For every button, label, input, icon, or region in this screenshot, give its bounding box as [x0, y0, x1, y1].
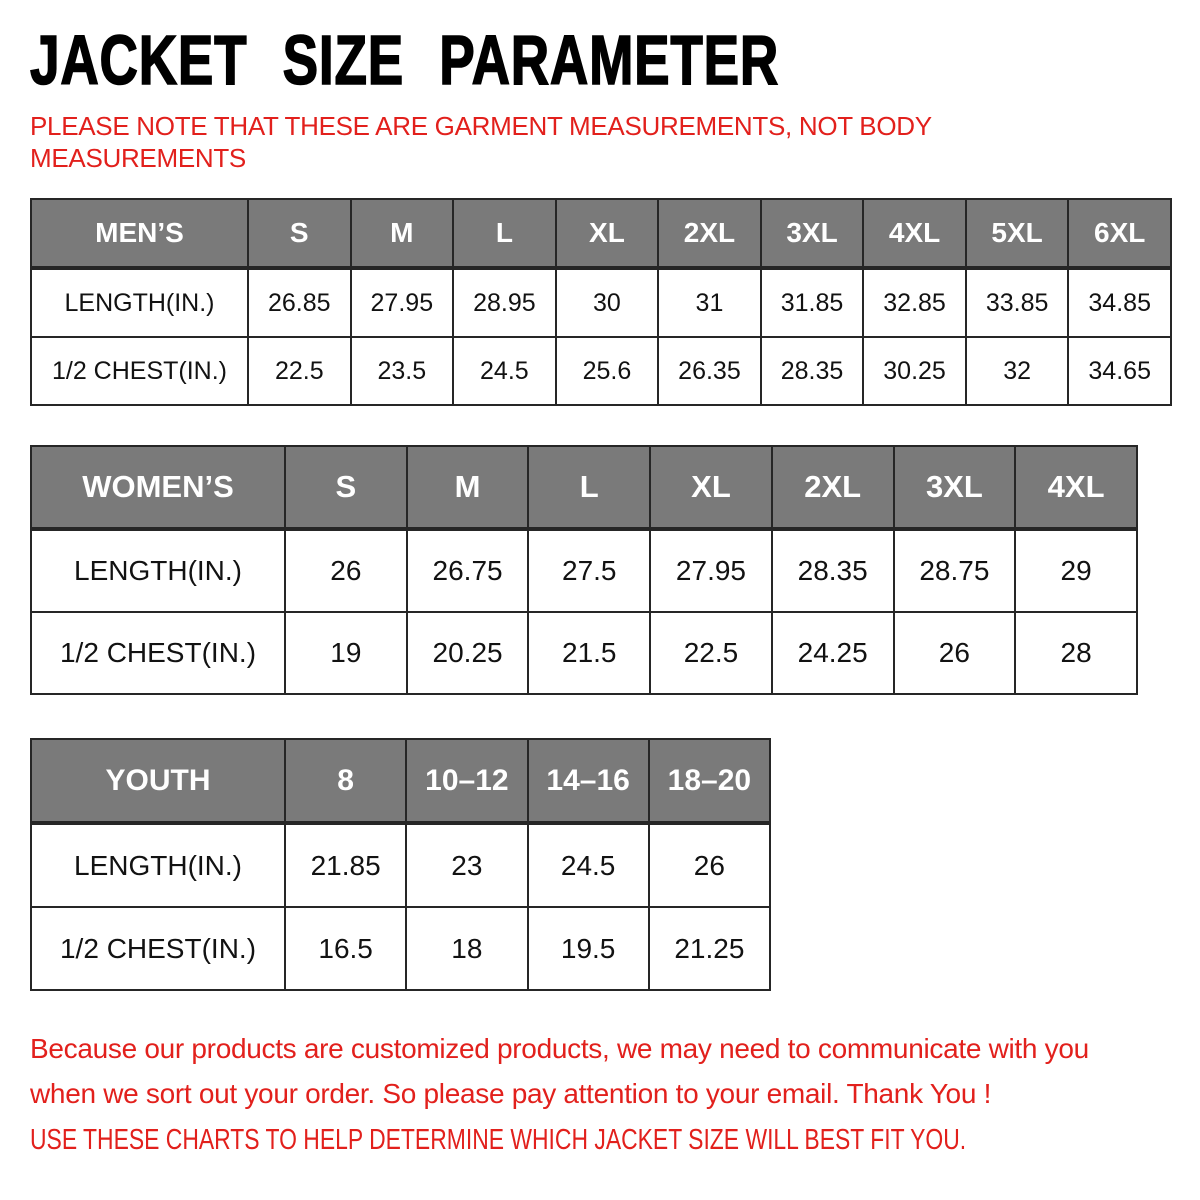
custom-order-note-line-2: when we sort out your order. So please pay attention to your email. Thank You !	[30, 1078, 992, 1109]
page-title: JACKET SIZE PARAMETER	[30, 21, 780, 99]
value-cell: 28.75	[894, 529, 1016, 612]
value-cell: 26.35	[658, 337, 761, 405]
value-cell: 29	[1015, 529, 1137, 612]
value-cell: 19	[285, 612, 407, 694]
size-header-cell: M	[351, 199, 454, 268]
value-cell: 34.65	[1068, 337, 1171, 405]
value-cell: 26	[894, 612, 1016, 694]
size-header-cell: 18–20	[649, 739, 770, 823]
size-header-cell: 10–12	[406, 739, 527, 823]
value-cell: 26	[649, 823, 770, 907]
value-cell: 18	[406, 907, 527, 990]
value-cell: 24.25	[772, 612, 894, 694]
size-header-cell: 6XL	[1068, 199, 1171, 268]
value-cell: 21.5	[528, 612, 650, 694]
size-header-cell: 8	[285, 739, 406, 823]
value-cell: 27.5	[528, 529, 650, 612]
value-cell: 32	[966, 337, 1069, 405]
value-cell: 28	[1015, 612, 1137, 694]
fit-advice-note: USE THESE CHARTS TO HELP DETERMINE WHICH JACKET SIZE WILL BEST FIT YOU.	[30, 1124, 967, 1156]
size-header-cell: 14–16	[528, 739, 649, 823]
value-cell: 30.25	[863, 337, 966, 405]
row-label-cell: LENGTH(IN.)	[31, 529, 285, 612]
custom-order-note-line-1: Because our products are customized products, we may need to communicate with you	[30, 1033, 1089, 1064]
value-cell: 23.5	[351, 337, 454, 405]
table-title-cell: WOMEN’S	[31, 446, 285, 529]
value-cell: 34.85	[1068, 268, 1171, 337]
value-cell: 32.85	[863, 268, 966, 337]
value-cell: 26	[285, 529, 407, 612]
size-header-cell: 2XL	[772, 446, 894, 529]
value-cell: 22.5	[248, 337, 351, 405]
size-header-cell: 2XL	[658, 199, 761, 268]
size-header-cell: 3XL	[761, 199, 864, 268]
value-cell: 21.25	[649, 907, 770, 990]
value-cell: 22.5	[650, 612, 772, 694]
custom-order-note	[30, 1026, 1089, 1116]
row-label-cell: 1/2 CHEST(IN.)	[31, 612, 285, 694]
youth-size-table	[30, 738, 771, 991]
value-cell: 23	[406, 823, 527, 907]
size-header-cell: M	[407, 446, 529, 529]
value-cell: 24.5	[453, 337, 556, 405]
value-cell: 33.85	[966, 268, 1069, 337]
size-header-cell: 4XL	[1015, 446, 1137, 529]
table-title-cell: YOUTH	[31, 739, 285, 823]
value-cell: 28.95	[453, 268, 556, 337]
garment-note-line-1: PLEASE NOTE THAT THESE ARE GARMENT MEASUREMENTS, NOT BODY	[30, 111, 932, 141]
size-header-cell: L	[453, 199, 556, 268]
row-label-cell: 1/2 CHEST(IN.)	[31, 337, 248, 405]
size-header-cell: L	[528, 446, 650, 529]
value-cell: 24.5	[528, 823, 649, 907]
row-label-cell: 1/2 CHEST(IN.)	[31, 907, 285, 990]
value-cell: 27.95	[351, 268, 454, 337]
womens-size-table	[30, 445, 1138, 695]
row-label-cell: LENGTH(IN.)	[31, 268, 248, 337]
value-cell: 31.85	[761, 268, 864, 337]
value-cell: 27.95	[650, 529, 772, 612]
value-cell: 26.75	[407, 529, 529, 612]
value-cell: 31	[658, 268, 761, 337]
size-header-cell: 3XL	[894, 446, 1016, 529]
value-cell: 28.35	[761, 337, 864, 405]
value-cell: 26.85	[248, 268, 351, 337]
table-title-cell: MEN’S	[31, 199, 248, 268]
size-header-cell: S	[285, 446, 407, 529]
value-cell: 21.85	[285, 823, 406, 907]
value-cell: 25.6	[556, 337, 659, 405]
value-cell: 30	[556, 268, 659, 337]
size-header-cell: S	[248, 199, 351, 268]
size-header-cell: 4XL	[863, 199, 966, 268]
value-cell: 19.5	[528, 907, 649, 990]
mens-size-table	[30, 198, 1172, 406]
garment-note-line-2: MEASUREMENTS	[30, 143, 246, 173]
size-header-cell: XL	[650, 446, 772, 529]
row-label-cell: LENGTH(IN.)	[31, 823, 285, 907]
value-cell: 28.35	[772, 529, 894, 612]
garment-measurement-note	[30, 110, 932, 174]
value-cell: 16.5	[285, 907, 406, 990]
value-cell: 20.25	[407, 612, 529, 694]
size-header-cell: 5XL	[966, 199, 1069, 268]
size-header-cell: XL	[556, 199, 659, 268]
